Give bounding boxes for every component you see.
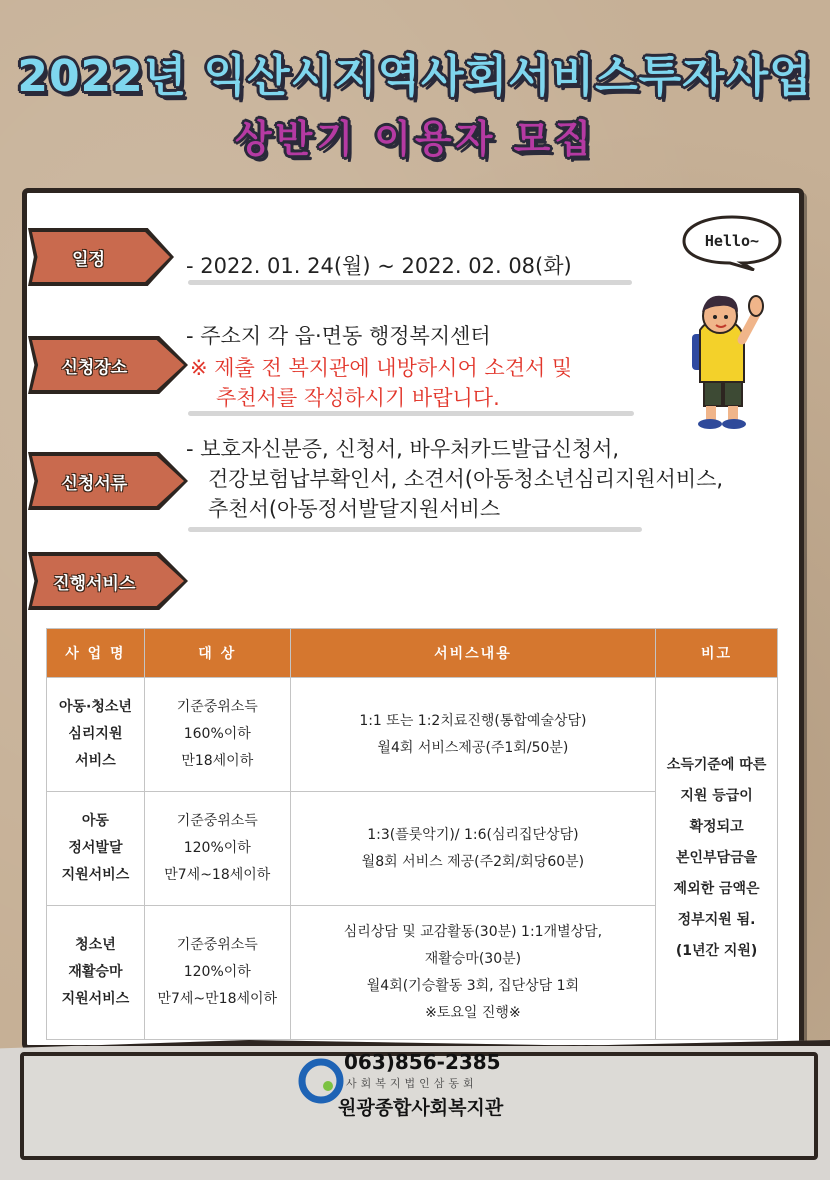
header-note: 비고: [656, 629, 778, 678]
foundation-name: 사회복지법인삼동회: [346, 1077, 478, 1090]
place-note-line1: ※ 제출 전 복지관에 내방하시어 소견서 및: [190, 356, 573, 380]
label-arrow-place: [32, 340, 184, 390]
note-cell: 소득기준에 따른 지원 등급이 확정되고 본인부담금을 제외한 금액은 정부지원 됨. (1년간 지원): [656, 678, 778, 1040]
waving-boy-illustration: [686, 290, 768, 432]
service-name-cell: 아동 정서발달 지원서비스: [47, 792, 145, 906]
label-arrow-services: [32, 556, 184, 606]
service-table: [46, 628, 778, 1040]
label-arrow-documents: [32, 456, 184, 506]
documents-line2: 건강보험납부확인서, 소견서(아동청소년심리지원서비스,: [208, 467, 724, 491]
header-content: 서비스내용: [290, 629, 655, 678]
target-cell: 기준중위소득 160%이하 만18세이하: [144, 678, 290, 792]
documents-line3: 추천서(아동정서발달지원서비스: [208, 497, 501, 521]
place-label: 신청장소: [61, 357, 128, 378]
brush-divider: [188, 411, 634, 416]
target-cell: 기준중위소득 120%이하 만7세~만18세이하: [144, 906, 290, 1040]
contact-phone: 063)856-2385: [344, 1050, 501, 1074]
label-arrow-schedule: [32, 232, 170, 282]
documents-label: 신청서류: [61, 473, 128, 494]
place-note-line2: 추천서를 작성하시기 바랍니다.: [216, 386, 500, 410]
organization-name: 원광종합사회복지관: [338, 1097, 504, 1119]
hello-text: Hello~: [704, 232, 760, 250]
header-target: 대 상: [144, 629, 290, 678]
table-header-row: [47, 629, 778, 678]
schedule-text: - 2022. 01. 24(월) ~ 2022. 02. 08(화): [186, 254, 572, 278]
poster-subtitle: 상반기 이용자 모집: [234, 117, 596, 161]
poster-title: 2022년 익산시지역사회서비스투자사업: [17, 51, 813, 102]
documents-line1: - 보호자신분증, 신청서, 바우처카드발급신청서,: [186, 437, 620, 461]
services-label: 진행서비스: [53, 573, 136, 594]
header-name: 사 업 명: [47, 629, 145, 678]
content-cell: 1:3(플룻악기)/ 1:6(심리집단상담) 월8회 서비스 제공(주2회/회당60분): [290, 792, 655, 906]
content-cell: 1:1 또는 1:2치료진행(통합예술상담) 월4회 서비스제공(주1회/50분): [290, 678, 655, 792]
content-cell: 심리상담 및 교감활동(30분) 1:1개별상담, 재활승마(30분) 월4회(기승활동 3회, 집단상담 1회 ※토요일 진행※: [290, 906, 655, 1040]
brush-divider: [188, 280, 632, 285]
place-text: - 주소지 각 읍·면동 행정복지센터: [186, 324, 491, 348]
table-row: [47, 678, 778, 792]
schedule-label: 일정: [72, 249, 106, 270]
service-name-cell: 청소년 재활승마 지원서비스: [47, 906, 145, 1040]
service-name-cell: 아동·청소년 심리지원 서비스: [47, 678, 145, 792]
target-cell: 기준중위소득 120%이하 만7세~18세이하: [144, 792, 290, 906]
brush-divider: [188, 527, 642, 532]
hello-speech-bubble: [680, 213, 784, 271]
